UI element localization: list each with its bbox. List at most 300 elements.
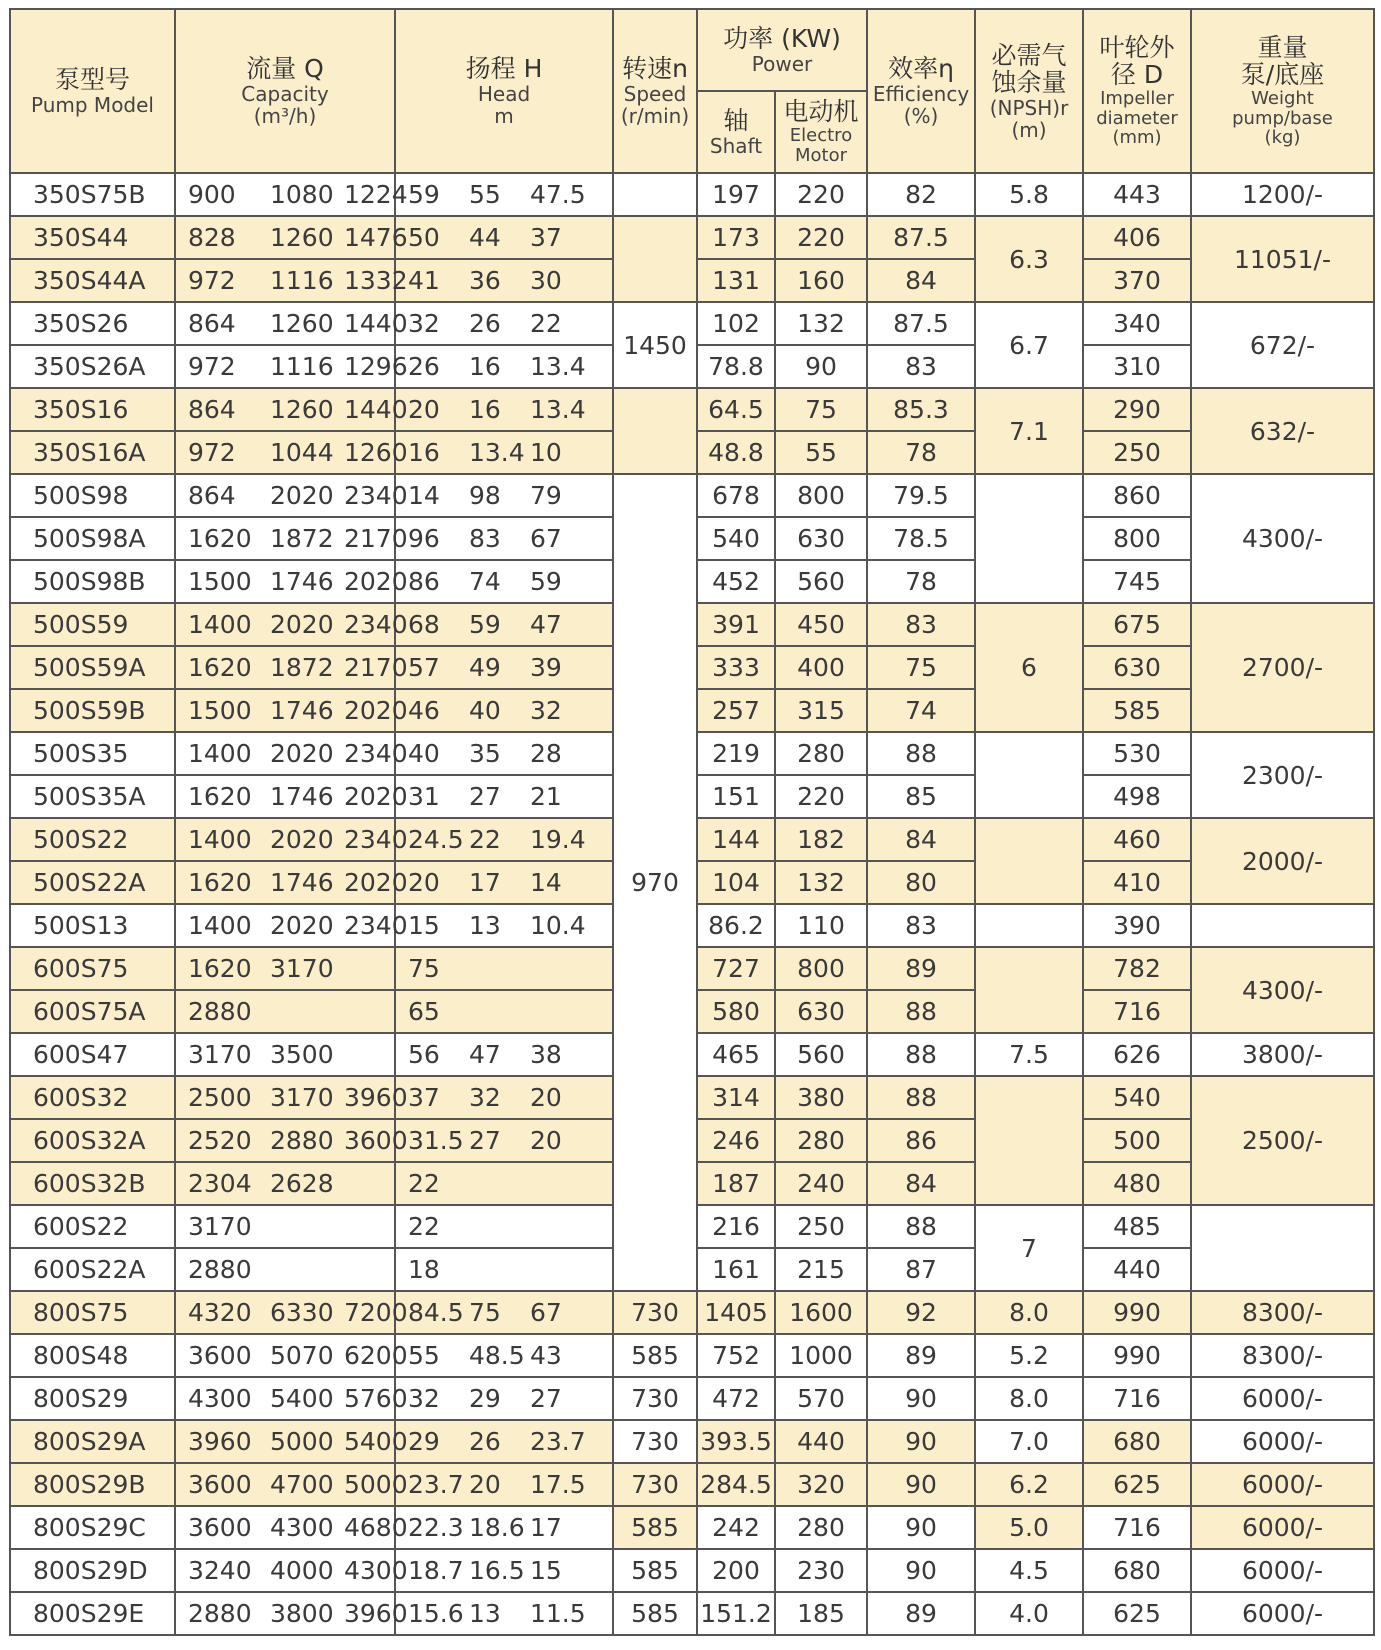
- cell-capacity-value: 4680: [344, 1513, 408, 1542]
- cell-head-value: 37: [408, 1083, 440, 1112]
- cell-weight: 632/-: [1191, 388, 1374, 474]
- cell-model: 350S44: [10, 216, 175, 259]
- cell-head-value: 30: [530, 266, 562, 295]
- cell-capacity: [175, 1334, 408, 1377]
- cell-capacity-value: 972: [188, 438, 236, 467]
- cell-head-value: 10.4: [530, 911, 586, 940]
- cell-npsh: 8.0: [975, 1291, 1083, 1334]
- cell-efficiency: 75: [867, 646, 975, 689]
- cell-speed: [613, 173, 697, 216]
- cell-head-value: 16.5: [469, 1556, 525, 1585]
- cell-head-value: 18.6: [469, 1513, 525, 1542]
- cell-motor-power: 800: [775, 474, 867, 517]
- cell-weight: 8300/-: [1191, 1291, 1374, 1334]
- header-speed: 转速n Speed (r/min): [613, 9, 697, 173]
- cell-capacity: [175, 216, 408, 259]
- cell-head-value: 22: [408, 1169, 440, 1198]
- cell-head-value: 68: [408, 610, 440, 639]
- cell-capacity-value: 2020: [344, 868, 408, 897]
- cell-capacity: [175, 775, 408, 818]
- cell-shaft-power: 161: [697, 1248, 775, 1291]
- cell-capacity: [175, 1076, 408, 1119]
- cell-model: 500S35A: [10, 775, 175, 818]
- cell-motor-power: 450: [775, 603, 867, 646]
- cell-motor-power: 230: [775, 1549, 867, 1592]
- cell-head-value: 20: [530, 1083, 562, 1112]
- cell-npsh: 5.8: [975, 173, 1083, 216]
- cell-head-value: 65: [408, 997, 440, 1026]
- cell-efficiency: 89: [867, 947, 975, 990]
- cell-head: [395, 474, 613, 517]
- cell-head-value: 13: [469, 911, 501, 940]
- cell-capacity-value: 4000: [270, 1556, 334, 1585]
- cell-capacity-value: 828: [188, 223, 236, 252]
- cell-head-value: 44: [469, 223, 501, 252]
- cell-head-value: 14: [530, 868, 562, 897]
- cell-npsh: 7: [975, 1205, 1083, 1291]
- cell-head-value: 59: [408, 180, 440, 209]
- cell-motor-power: 380: [775, 1076, 867, 1119]
- cell-impeller: 745: [1083, 560, 1191, 603]
- table-row: [10, 1549, 1374, 1592]
- cell-motor-power: 570: [775, 1377, 867, 1420]
- cell-model: 800S29B: [10, 1463, 175, 1506]
- cell-efficiency: 90: [867, 1549, 975, 1592]
- cell-weight: 11051/-: [1191, 216, 1374, 302]
- cell-capacity-value: 1296: [344, 352, 408, 381]
- cell-capacity-value: 5070: [270, 1341, 334, 1370]
- cell-motor-power: 1600: [775, 1291, 867, 1334]
- cell-capacity: [175, 1420, 408, 1463]
- cell-npsh: 6.3: [975, 216, 1083, 302]
- cell-shaft-power: 393.5: [697, 1420, 775, 1463]
- cell-impeller: 440: [1083, 1248, 1191, 1291]
- cell-head: [395, 1033, 613, 1076]
- cell-head-value: 18: [408, 1255, 440, 1284]
- cell-head-value: 17: [469, 868, 501, 897]
- cell-capacity-value: 3960: [344, 1599, 408, 1628]
- cell-efficiency: 89: [867, 1334, 975, 1377]
- cell-head-value: 13: [469, 1599, 501, 1628]
- cell-head: [395, 216, 613, 259]
- cell-capacity-value: 1500: [188, 567, 252, 596]
- cell-head-value: 24.5: [408, 825, 464, 854]
- cell-capacity-value: 2340: [344, 911, 408, 940]
- cell-model: 800S29C: [10, 1506, 175, 1549]
- cell-head-value: 55: [469, 180, 501, 209]
- cell-capacity: [175, 732, 408, 775]
- cell-head-value: 27: [469, 782, 501, 811]
- cell-head-value: 49: [469, 653, 501, 682]
- cell-head-value: 23.7: [408, 1470, 464, 1499]
- cell-speed: 585: [613, 1592, 697, 1635]
- header-impeller: 叶轮外 径 D Impeller diameter (mm): [1083, 9, 1191, 173]
- cell-efficiency: 88: [867, 990, 975, 1033]
- cell-capacity: [175, 1549, 408, 1592]
- cell-impeller: 782: [1083, 947, 1191, 990]
- cell-shaft-power: 144: [697, 818, 775, 861]
- cell-model: 600S75: [10, 947, 175, 990]
- cell-capacity: [175, 517, 408, 560]
- cell-capacity-value: 3600: [188, 1341, 252, 1370]
- cell-impeller: 630: [1083, 646, 1191, 689]
- cell-head-value: 86: [408, 567, 440, 596]
- cell-head-value: 47.5: [530, 180, 586, 209]
- cell-model: 500S22: [10, 818, 175, 861]
- header-motor: 电动机 Electro Motor: [775, 91, 867, 173]
- cell-npsh: 7.1: [975, 388, 1083, 474]
- cell-head-value: 16: [408, 438, 440, 467]
- cell-impeller: 860: [1083, 474, 1191, 517]
- cell-efficiency: 79.5: [867, 474, 975, 517]
- cell-speed: 970: [613, 474, 697, 1291]
- cell-capacity-value: 3240: [188, 1556, 252, 1585]
- cell-head-value: 50: [408, 223, 440, 252]
- cell-efficiency: 87: [867, 1248, 975, 1291]
- cell-shaft-power: 200: [697, 1549, 775, 1592]
- cell-capacity-value: 2340: [344, 825, 408, 854]
- cell-impeller: 626: [1083, 1033, 1191, 1076]
- cell-capacity-value: 1872: [270, 653, 334, 682]
- cell-weight: 6000/-: [1191, 1463, 1374, 1506]
- cell-capacity-value: 2170: [344, 524, 408, 553]
- cell-head-value: 67: [530, 524, 562, 553]
- cell-head-value: 29: [469, 1384, 501, 1413]
- cell-impeller: 406: [1083, 216, 1191, 259]
- cell-motor-power: 132: [775, 861, 867, 904]
- cell-capacity-value: 2880: [270, 1126, 334, 1155]
- cell-capacity: [175, 818, 408, 861]
- cell-shaft-power: 465: [697, 1033, 775, 1076]
- cell-capacity-value: 1400: [188, 911, 252, 940]
- cell-efficiency: 83: [867, 603, 975, 646]
- cell-motor-power: 630: [775, 517, 867, 560]
- cell-shaft-power: 1405: [697, 1291, 775, 1334]
- cell-capacity-value: 972: [188, 352, 236, 381]
- cell-model: 600S32: [10, 1076, 175, 1119]
- cell-efficiency: 90: [867, 1377, 975, 1420]
- cell-npsh: 5.0: [975, 1506, 1083, 1549]
- cell-head-value: 26: [408, 352, 440, 381]
- cell-weight: [1191, 1205, 1374, 1291]
- cell-efficiency: 85: [867, 775, 975, 818]
- cell-head-value: 56: [408, 1040, 440, 1069]
- cell-npsh: [975, 904, 1083, 947]
- cell-head-value: 57: [408, 653, 440, 682]
- cell-weight: 6000/-: [1191, 1506, 1374, 1549]
- cell-capacity-value: 864: [188, 309, 236, 338]
- cell-weight: 2000/-: [1191, 818, 1374, 904]
- cell-head-value: 26: [469, 1427, 501, 1456]
- cell-capacity-value: 1400: [188, 739, 252, 768]
- cell-head-value: 27: [530, 1384, 562, 1413]
- cell-efficiency: 88: [867, 732, 975, 775]
- cell-model: 800S29D: [10, 1549, 175, 1592]
- cell-capacity: [175, 603, 408, 646]
- cell-capacity-value: 1620: [188, 524, 252, 553]
- cell-head-value: 11.5: [530, 1599, 586, 1628]
- cell-capacity: [175, 990, 395, 1033]
- cell-capacity-value: 1746: [270, 782, 334, 811]
- cell-impeller: 485: [1083, 1205, 1191, 1248]
- cell-motor-power: 220: [775, 775, 867, 818]
- cell-capacity-value: 1620: [188, 868, 252, 897]
- cell-model: 500S98B: [10, 560, 175, 603]
- cell-head: [395, 818, 613, 861]
- cell-capacity-value: 3500: [270, 1040, 334, 1069]
- header-flow: 流量 Q Capacity (m³/h): [175, 9, 395, 173]
- cell-head: [395, 646, 613, 689]
- cell-model: 600S32B: [10, 1162, 175, 1205]
- cell-shaft-power: 219: [697, 732, 775, 775]
- cell-capacity-value: 1260: [270, 395, 334, 424]
- cell-head-value: 21: [530, 782, 562, 811]
- cell-capacity: [175, 947, 395, 990]
- cell-head-value: 67: [530, 1298, 562, 1327]
- cell-capacity-value: 2880: [188, 1255, 252, 1284]
- cell-head-value: 20: [408, 395, 440, 424]
- cell-impeller: 625: [1083, 1463, 1191, 1506]
- cell-weight: 6000/-: [1191, 1377, 1374, 1420]
- cell-motor-power: 220: [775, 173, 867, 216]
- cell-shaft-power: 48.8: [697, 431, 775, 474]
- cell-capacity: [175, 904, 408, 947]
- table-row: [10, 1420, 1374, 1463]
- cell-motor-power: 75: [775, 388, 867, 431]
- cell-shaft-power: 391: [697, 603, 775, 646]
- cell-npsh: 8.0: [975, 1377, 1083, 1420]
- cell-weight: 6000/-: [1191, 1592, 1374, 1635]
- pump-spec-table: [9, 8, 1375, 1636]
- cell-head-value: 47: [469, 1040, 501, 1069]
- cell-motor-power: 1000: [775, 1334, 867, 1377]
- cell-head-value: 40: [408, 739, 440, 768]
- cell-capacity-value: 1440: [344, 309, 408, 338]
- cell-weight: 2500/-: [1191, 1076, 1374, 1205]
- cell-impeller: 310: [1083, 345, 1191, 388]
- cell-head: [395, 388, 613, 431]
- cell-motor-power: 110: [775, 904, 867, 947]
- cell-efficiency: 84: [867, 259, 975, 302]
- cell-speed: 585: [613, 1334, 697, 1377]
- cell-weight: 2300/-: [1191, 732, 1374, 818]
- cell-capacity-value: 6330: [270, 1298, 334, 1327]
- cell-head: [395, 1248, 613, 1291]
- cell-efficiency: 84: [867, 818, 975, 861]
- cell-head: [395, 1592, 613, 1635]
- cell-efficiency: 82: [867, 173, 975, 216]
- cell-head-value: 22: [469, 825, 501, 854]
- cell-model: 500S59: [10, 603, 175, 646]
- cell-capacity-value: 3170: [270, 954, 334, 983]
- cell-speed: [613, 388, 697, 474]
- cell-head-value: 74: [469, 567, 501, 596]
- cell-capacity-value: 5400: [270, 1384, 334, 1413]
- cell-shaft-power: 472: [697, 1377, 775, 1420]
- cell-capacity-value: 900: [188, 180, 236, 209]
- cell-head-value: 79: [530, 481, 562, 510]
- cell-head-value: 41: [408, 266, 440, 295]
- cell-npsh: [975, 474, 1083, 603]
- cell-capacity-value: 4300: [344, 1556, 408, 1585]
- cell-head: [395, 345, 613, 388]
- cell-head-value: 22: [408, 1212, 440, 1241]
- cell-capacity-value: 3960: [188, 1427, 252, 1456]
- cell-capacity: [175, 1592, 408, 1635]
- cell-npsh: [975, 1076, 1083, 1205]
- cell-model: 800S75: [10, 1291, 175, 1334]
- table-header: [10, 9, 1374, 173]
- cell-shaft-power: 104: [697, 861, 775, 904]
- cell-capacity: [175, 259, 408, 302]
- cell-impeller: 480: [1083, 1162, 1191, 1205]
- table-body: [10, 173, 1374, 1635]
- cell-capacity: [175, 1506, 408, 1549]
- cell-head-value: 40: [469, 696, 501, 725]
- cell-shaft-power: 78.8: [697, 345, 775, 388]
- cell-capacity-value: 1746: [270, 868, 334, 897]
- table-row: [10, 1291, 1374, 1334]
- cell-head-value: 37: [530, 223, 562, 252]
- cell-motor-power: 280: [775, 1506, 867, 1549]
- cell-efficiency: 80: [867, 861, 975, 904]
- cell-impeller: 443: [1083, 173, 1191, 216]
- cell-efficiency: 78: [867, 431, 975, 474]
- cell-model: 350S26: [10, 302, 175, 345]
- cell-capacity-value: 1400: [188, 610, 252, 639]
- cell-capacity: [175, 1162, 395, 1205]
- cell-speed: [613, 216, 697, 302]
- cell-impeller: 290: [1083, 388, 1191, 431]
- cell-head-value: 29: [408, 1427, 440, 1456]
- cell-head-value: 96: [408, 524, 440, 553]
- cell-efficiency: 86: [867, 1119, 975, 1162]
- cell-head-value: 98: [469, 481, 501, 510]
- cell-motor-power: 280: [775, 1119, 867, 1162]
- cell-model: 600S32A: [10, 1119, 175, 1162]
- cell-head-value: 43: [530, 1341, 562, 1370]
- cell-impeller: 990: [1083, 1291, 1191, 1334]
- cell-motor-power: 800: [775, 947, 867, 990]
- cell-head-value: 48.5: [469, 1341, 525, 1370]
- cell-capacity-value: 2520: [188, 1126, 252, 1155]
- cell-head: [395, 560, 613, 603]
- cell-head-value: 27: [469, 1126, 501, 1155]
- cell-capacity-value: 1260: [344, 438, 408, 467]
- cell-capacity: [175, 1377, 408, 1420]
- cell-capacity-value: 2020: [344, 567, 408, 596]
- cell-impeller: 250: [1083, 431, 1191, 474]
- cell-shaft-power: 173: [697, 216, 775, 259]
- cell-head: [395, 1377, 613, 1420]
- cell-capacity: [175, 560, 408, 603]
- cell-impeller: 530: [1083, 732, 1191, 775]
- cell-model: 600S22: [10, 1205, 175, 1248]
- cell-capacity-value: 7200: [344, 1298, 408, 1327]
- cell-capacity: [175, 646, 408, 689]
- table-row: [10, 474, 1374, 517]
- header-shaft: 轴 Shaft: [697, 91, 775, 173]
- cell-head-value: 38: [530, 1040, 562, 1069]
- header-npsh: 必需气 蚀余量 (NPSH)r (m): [975, 9, 1083, 173]
- cell-efficiency: 85.3: [867, 388, 975, 431]
- cell-model: 600S75A: [10, 990, 175, 1033]
- cell-head-value: 20: [469, 1470, 501, 1499]
- cell-capacity-value: 864: [188, 395, 236, 424]
- cell-efficiency: 83: [867, 345, 975, 388]
- cell-head-value: 39: [530, 653, 562, 682]
- cell-capacity-value: 3600: [188, 1470, 252, 1499]
- cell-model: 600S47: [10, 1033, 175, 1076]
- cell-shaft-power: 314: [697, 1076, 775, 1119]
- cell-head-value: 31.5: [408, 1126, 464, 1155]
- cell-head: [395, 947, 613, 990]
- cell-head-value: 35: [469, 739, 501, 768]
- cell-impeller: 410: [1083, 861, 1191, 904]
- cell-capacity-value: 2020: [270, 481, 334, 510]
- cell-npsh: [975, 818, 1083, 904]
- cell-capacity-value: 3170: [188, 1040, 252, 1069]
- cell-efficiency: 87.5: [867, 216, 975, 259]
- cell-head-value: 14: [408, 481, 440, 510]
- cell-capacity-value: 1400: [188, 825, 252, 854]
- cell-model: 350S26A: [10, 345, 175, 388]
- cell-npsh: 5.2: [975, 1334, 1083, 1377]
- cell-head: [395, 689, 613, 732]
- header-model: 泵型号 Pump Model: [10, 9, 175, 173]
- cell-head: [395, 517, 613, 560]
- cell-motor-power: 160: [775, 259, 867, 302]
- cell-capacity-value: 1332: [344, 266, 408, 295]
- cell-efficiency: 84: [867, 1162, 975, 1205]
- cell-npsh: 7.5: [975, 1033, 1083, 1076]
- cell-shaft-power: 197: [697, 173, 775, 216]
- cell-speed: 730: [613, 1463, 697, 1506]
- cell-impeller: 625: [1083, 1592, 1191, 1635]
- cell-weight: 2700/-: [1191, 603, 1374, 732]
- cell-motor-power: 560: [775, 560, 867, 603]
- table-row: [10, 216, 1374, 259]
- cell-head-value: 28: [530, 739, 562, 768]
- cell-motor-power: 250: [775, 1205, 867, 1248]
- cell-capacity-value: 5000: [270, 1427, 334, 1456]
- cell-head-value: 20: [530, 1126, 562, 1155]
- cell-model: 500S59B: [10, 689, 175, 732]
- cell-impeller: 498: [1083, 775, 1191, 818]
- cell-shaft-power: 242: [697, 1506, 775, 1549]
- table-row: [10, 1377, 1374, 1420]
- cell-head-value: 10: [530, 438, 562, 467]
- cell-shaft-power: 333: [697, 646, 775, 689]
- cell-impeller: 540: [1083, 1076, 1191, 1119]
- cell-npsh: [975, 732, 1083, 818]
- table-row: [10, 1506, 1374, 1549]
- cell-head-value: 75: [469, 1298, 501, 1327]
- cell-weight: 6000/-: [1191, 1549, 1374, 1592]
- cell-head-value: 17: [530, 1513, 562, 1542]
- cell-model: 800S48: [10, 1334, 175, 1377]
- cell-shaft-power: 284.5: [697, 1463, 775, 1506]
- cell-capacity-value: 2020: [344, 696, 408, 725]
- cell-motor-power: 90: [775, 345, 867, 388]
- cell-shaft-power: 151: [697, 775, 775, 818]
- cell-shaft-power: 216: [697, 1205, 775, 1248]
- cell-capacity-value: 2880: [188, 1599, 252, 1628]
- cell-efficiency: 87.5: [867, 302, 975, 345]
- cell-capacity-value: 2304: [188, 1169, 252, 1198]
- cell-efficiency: 83: [867, 904, 975, 947]
- cell-impeller: 990: [1083, 1334, 1191, 1377]
